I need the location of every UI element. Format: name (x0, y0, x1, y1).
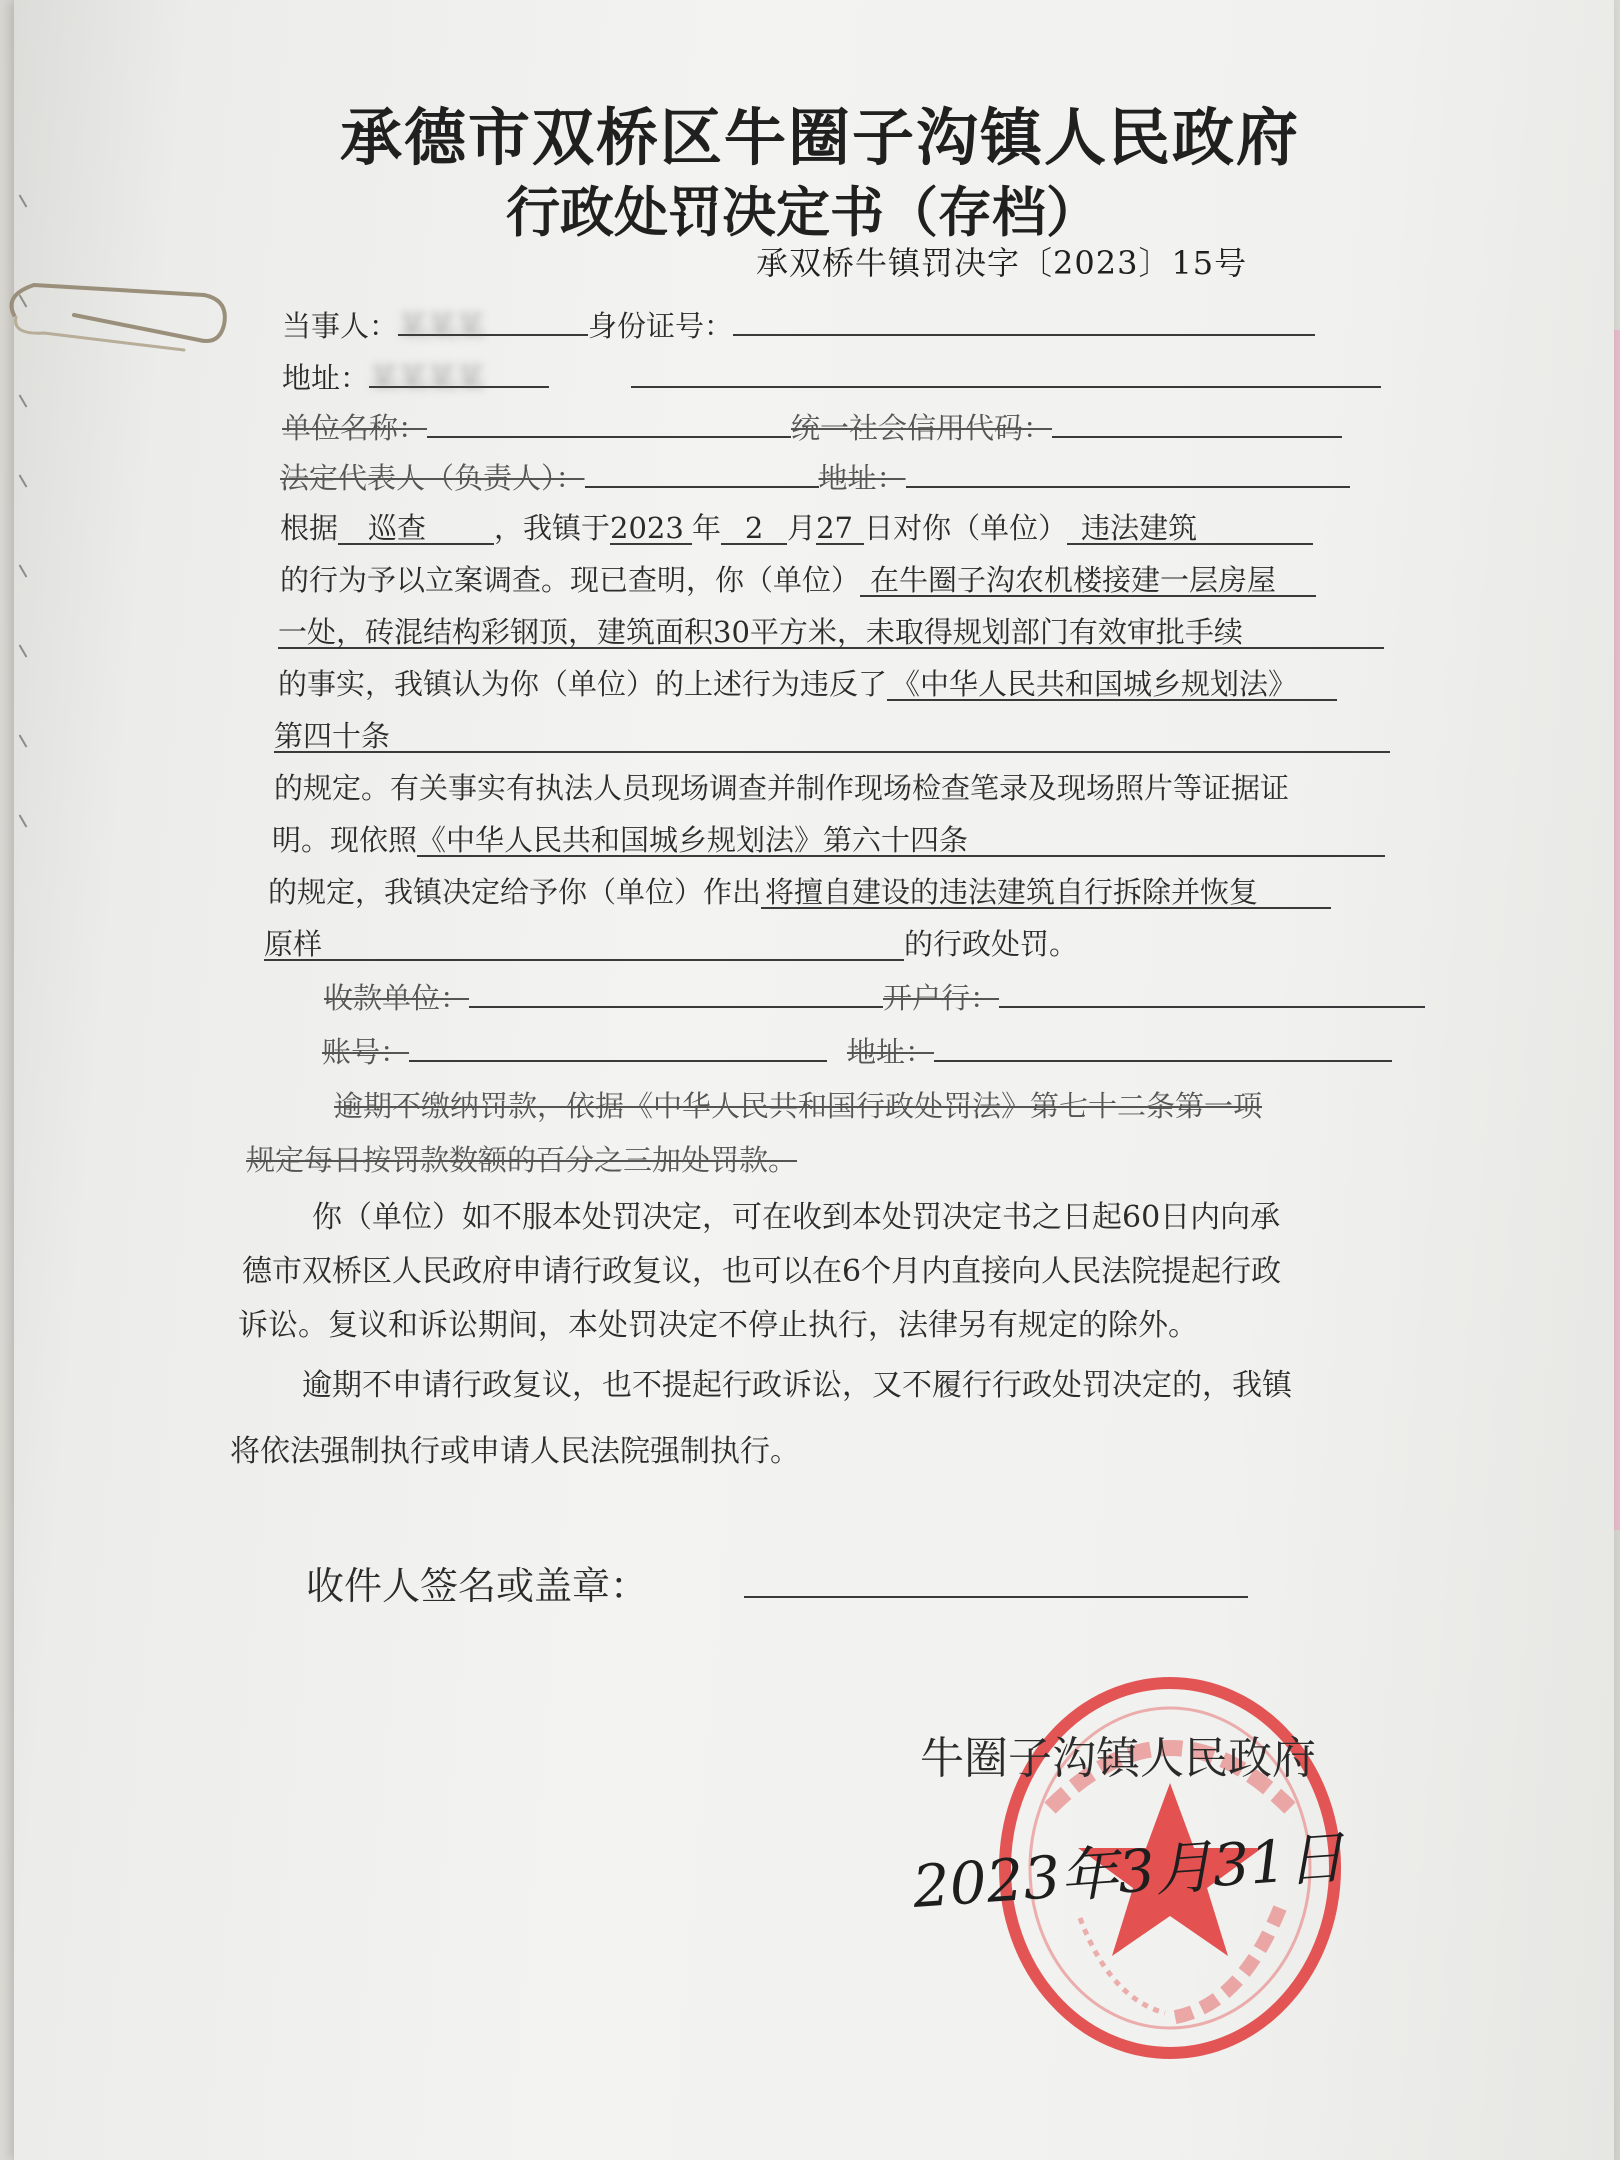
month-value: 2 (721, 513, 787, 545)
party-name-row (282, 308, 1315, 344)
payee-label: 收款单位： (324, 981, 470, 1015)
penalty-row2 (264, 926, 1078, 962)
enforce-line2: 将依法强制执行或申请人民法院强制执行。 (230, 1434, 800, 1469)
legal-rep-row (280, 460, 1350, 496)
appeal-line3: 诉讼。复议和诉讼期间，本处罚决定不停止执行，法律另有规定的除外。 (238, 1308, 1198, 1343)
id-number-field (733, 308, 1315, 336)
evidence-row: 的规定。有关事实有执法人员现场调查并制作现场检查笔录及现场照片等证据证 (274, 771, 1290, 805)
basis2-prefix: 明。现依照 (272, 823, 418, 857)
unit-name-label: 单位名称： (282, 411, 428, 445)
appeal-line2: 德市双桥区人民政府申请行政复议，也可以在6个月内直接向人民法院提起行政 (242, 1254, 1282, 1289)
legal-address-field (906, 460, 1350, 488)
bank-address-field (934, 1034, 1392, 1062)
article-row (274, 718, 1390, 754)
account-row (322, 1034, 1392, 1070)
party-address-label: 地址： (282, 361, 370, 395)
document-title-line1: 承德市双桥区牛圈子沟镇人民政府 (340, 101, 1301, 174)
bank-field (999, 980, 1425, 1008)
basis-row (280, 510, 1313, 546)
legal-rep-field (585, 460, 819, 488)
document-number: 承双桥牛镇罚决字〔2023〕15号 (756, 244, 1248, 282)
overdue-fine-line1: 逾期不缴纳罚款，依据《中华人民共和国行政处罚法》第七十二条第一项 (334, 1089, 1263, 1123)
recipient-signature-line (744, 1596, 1248, 1598)
account-label: 账号： (322, 1035, 410, 1069)
credit-code-label: 统一社会信用代码： (791, 411, 1053, 445)
day-value: 27 (816, 513, 864, 545)
credit-code-field (1052, 410, 1342, 438)
fact-row2 (278, 614, 1384, 650)
party-address-field-blurred: 某某某某 (369, 360, 549, 388)
investigation-prefix: 的行为予以立案调查。现已查明，你（单位） (280, 563, 861, 597)
party-address-row (282, 360, 1381, 396)
violation-row (278, 666, 1337, 702)
decision-row (268, 874, 1331, 910)
overdue-fine-line2: 规定每日按罚款数额的百分之三加处罚款。 (246, 1143, 798, 1177)
party-name-label: 当事人： (282, 309, 399, 343)
decision-prefix: 的规定，我镇决定给予你（单位）作出 (268, 875, 762, 909)
year-value: 2023 (610, 513, 692, 545)
basis-mid: ，我镇于 (494, 511, 611, 545)
account-field (409, 1034, 827, 1062)
id-number-label: 身份证号： (588, 309, 734, 343)
recipient-signature-label: 收件人签名或盖章： (306, 1564, 649, 1608)
day-suffix: 日对你（单位） (864, 511, 1068, 545)
year-unit: 年 (692, 511, 722, 545)
legal-address-label: 地址： (818, 461, 906, 495)
penalty-part1: 将擅自建设的违法建筑自行拆除并恢复 (761, 877, 1331, 909)
month-unit: 月 (787, 511, 817, 545)
basis-value: 巡查 (338, 513, 494, 545)
basis2-row (272, 822, 1385, 858)
document-title-line2: 行政处罚决定书（存档） (506, 181, 1100, 244)
basis-prefix: 根据 (280, 511, 339, 545)
investigation-row (280, 562, 1316, 598)
penalty-suffix: 的行政处罚。 (904, 927, 1079, 961)
unit-row (282, 410, 1342, 446)
party-address-field (631, 360, 1381, 388)
appeal-line1: 你（单位）如不服本处罚决定，可在收到本处罚决定书之日起60日内向承 (312, 1200, 1281, 1235)
legal-rep-label: 法定代表人（负责人）： (280, 461, 585, 495)
bank-label: 开户行： (883, 981, 1000, 1015)
payee-row (324, 980, 1425, 1016)
penalty-part2: 原样 (264, 929, 904, 961)
party-name-field: 某某某 (398, 308, 588, 336)
law1-value: 《中华人民共和国城乡规划法》 (887, 669, 1337, 701)
unit-name-field (427, 410, 791, 438)
paper-clip-icon (4, 255, 244, 375)
article1-value: 第四十条 (274, 721, 1390, 753)
enforce-line1: 逾期不申请行政复议，也不提起行政诉讼，又不履行行政处罚决定的，我镇 (302, 1368, 1292, 1403)
fact-part1: 在牛圈子沟农机楼接建一层房屋 (860, 565, 1316, 597)
subject-value: 违法建筑 (1067, 513, 1313, 545)
law2-value: 《中华人民共和国城乡规划法》第六十四条 (417, 825, 1385, 857)
violation-prefix: 的事实，我镇认为你（单位）的上述行为违反了 (278, 667, 888, 701)
issuing-organization: 牛圈子沟镇人民政府 (920, 1733, 1316, 1784)
fact-part2: 一处，砖混结构彩钢顶，建筑面积30平方米，未取得规划部门有效审批手续 (278, 617, 1384, 649)
handwritten-date: 2023年3月31日 (910, 1822, 1347, 1921)
bank-address-label: 地址： (847, 1035, 935, 1069)
payee-field (469, 980, 883, 1008)
